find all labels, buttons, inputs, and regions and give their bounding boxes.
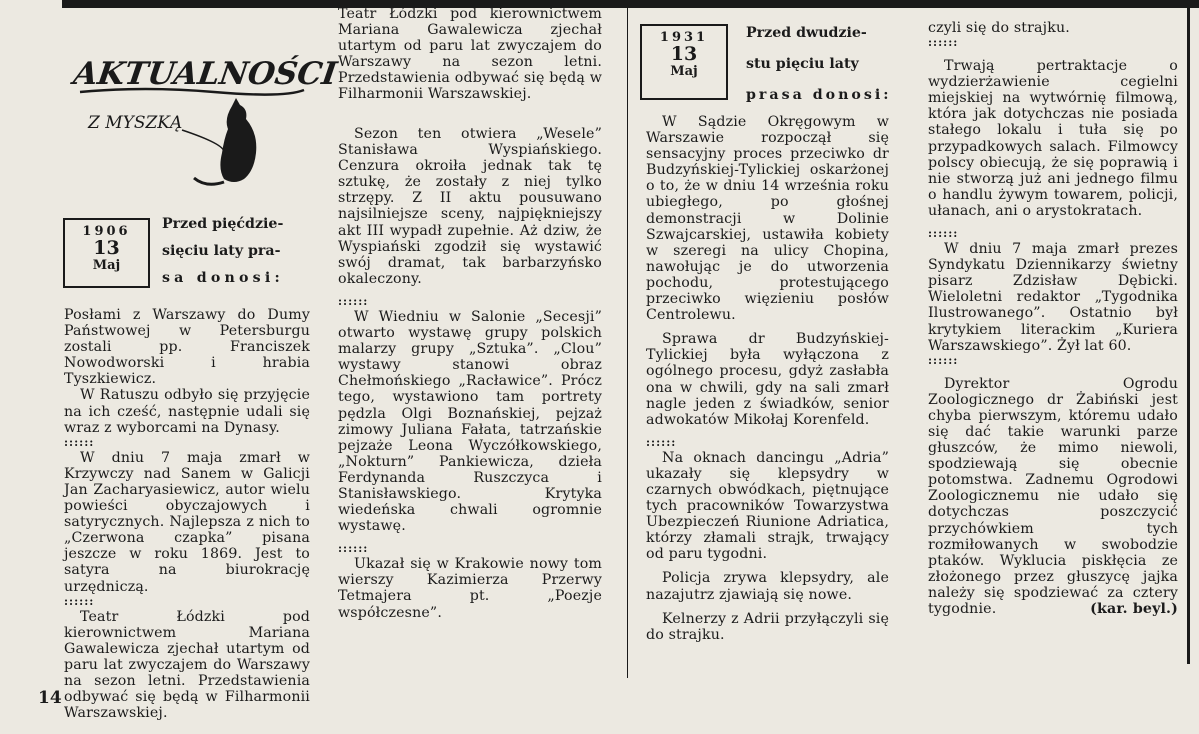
separator: :::::: [64, 594, 95, 608]
paragraph: W Sądzie Okręgowym w Warszawie rozpoczął się sensacyjny proces przeciwko dr Budzyńskiej-Tylickiej oskarżonej o to, że w dniu 14 września roku ubiegłego, po głośnej demonstracji w Dolinie Szwajcarskiej, ustawiła kobiety w szeregi na ulicy Chopina, nawołując je do utworzenia pochodu, protestującego przeciwko więzieniu posłów Centrolewu. [646, 114, 889, 324]
separator: :::::: [338, 294, 369, 308]
kicker-line: stu pięciu laty [746, 56, 859, 72]
column-rule [627, 8, 628, 678]
separator: :::::: [928, 36, 959, 50]
date-day: 13 [670, 43, 698, 65]
date-year: 1931 [659, 30, 709, 45]
kicker-line: sięciu laty pra- [162, 243, 281, 259]
date-year: 1906 [82, 224, 131, 239]
paragraph [928, 376, 1178, 617]
article-column-3 [646, 114, 889, 643]
paragraph: Policja zrywa klepsydry, ale nazajutrz zjawiają się nowe. [646, 570, 889, 603]
page-number: 14 [38, 688, 62, 708]
date-box-1906 [63, 218, 150, 288]
logo-subtitle: Z MYSZKĄ [88, 113, 183, 133]
author-signature: (kar. beyl.) [1090, 601, 1178, 617]
kicker-line: Przed dwudzie- [746, 25, 867, 41]
cat-icon [194, 98, 256, 184]
article-column-4 [928, 20, 1178, 617]
paragraph: W dniu 7 maja zmarł w Krzywczy nad Sanem w Galicji Jan Zacharyasiewicz, autor wielu powieści obyczajowych i satyrycznych. Najlepsza z nich to „Czerwona czapka” pisana jeszcze w roku 1869. Jest to satyra na biurokrację urzędniczą. [64, 449, 310, 595]
kicker-line: Przed pięćdzie- [162, 216, 284, 232]
paragraph-text: Dyrektor Ogrodu Zoologicznego dr Żabiński jest chyba pierwszym, któremu udało się dać takie warunki parze głuszców, że mimo niewoli, spodziewają się obecnie potomstwa. Zadnemu Ogrodowi Zoologicznemu nie udało się dotychczas poszczycić przychówkiem tych rozmiłowanych w swobodzie ptaków. Wyklucia piskłęcia ze złożonego przez głuszycę jajka należy się spodziewać za cztery tygodnie. [928, 375, 1178, 617]
paragraph: Kelnerzy z Adrii przyłączyli się do strajku. [646, 610, 889, 643]
paragraph: Ukazał się w Krakowie nowy tom wierszy Kazimierza Przerwy Tetmajera pt. „Poezje współczesne”. [338, 556, 602, 621]
paragraph-continued: czyli się do strajku. [928, 20, 1070, 36]
paragraph: Sprawa dr Budzyńskiej-Tylickiej była wyłączona z ogólnego procesu, gdyż zasłabła ona w chwili, gdy na sali zmarł nagle jeden z świadków, senior adwokatów Mikołaj Korenfeld. [646, 331, 889, 428]
separator: :::::: [64, 435, 95, 449]
article-column-1 [64, 307, 310, 722]
paragraph: Posłami z Warszawy do Dumy Państwowej w Petersburgu zostali pp. Franciszek Nowodworski i hrabia Tyszkiewicz. [64, 307, 310, 388]
top-border [62, 0, 1199, 8]
section-logo [71, 44, 340, 194]
logo-title: AKTUALNOŚCI [71, 56, 340, 92]
separator: :::::: [338, 542, 369, 556]
kicker-1906 [162, 211, 308, 292]
column-rule [62, 0, 64, 8]
date-month: Maj [92, 258, 121, 273]
paragraph: Sezon ten otwiera „Wesele” Stanisława Wyspiańskiego. Cenzura okroiła jednak tak tę sztukę, że zostały z niej tylko strzępy. Z II aktu pousuwano najsilniejsze sceny, najpiękniejszy akt III wypadł zupełnie. Aż dziw, że Wyspiański zgodził się wystawić swój dramat, tak barbarzyńsko okaleczony. [338, 126, 602, 287]
kicker-1931 [746, 18, 892, 111]
separator: :::::: [928, 353, 959, 367]
paragraph: W Ratuszu odbyło się przyjęcie na ich cześć, następnie udali się wraz z wyborcami na Dynasy. [64, 387, 310, 436]
date-day: 13 [93, 237, 120, 259]
separator: :::::: [646, 435, 677, 449]
kicker-line: prasa donosi: [746, 87, 892, 103]
date-month: Maj [670, 64, 698, 79]
paragraph: Na oknach dancingu „Adria” ukazały się klepsydry w czarnych obwódkach, piętnujące tych pracowników Towarzystwa Ubezpieczeń Riunione Adriatica, którzy złamali strajk, trwający od paru tygodni. [646, 449, 889, 563]
paragraph: W Wiedniu w Salonie „Secesji” otwarto wystawę grupy polskich malarzy grupy „Sztuka”. „Clou” wystawy stanowi obraz Chełmońskiego „Racławice”. Prócz tego, wystawiono tam portrety pędzla Olgi Boznańskiej, pejzaż zimowy Juliana Fałata, tatrzańskie pejzaże Leona Wyczółkowskiego, „Nokturn” Pankiewicza, dzieła Ferdynanda Ruszczyca i Stanisławskiego. Krytyka wiedeńska chwali ogromnie wystawę. [338, 308, 602, 535]
separator: :::::: [928, 227, 959, 241]
paragraph: Teatr Łódzki pod kierownictwem Mariana Gawalewicza zjechał utartym od paru lat zwyczajem do Warszawy na sezon letni. Przedstawienia odbywać się będą w Filharmonii Warszawskiej. [64, 608, 310, 722]
paragraph: Trwają pertraktacje o wydzierżawienie cegielni miejskiej na wytwórnię filmową, która jak dotychczas nie posiada stałego lokalu i tuła się po przypadkowych salach. Filmowcy polscy obiecują, że się poprawią i nie stworzą już ani jednego filmu o handlu żywym towarem, policji, ułanach, ani o arystokratach. [928, 58, 1178, 219]
article-column-2 [338, 6, 602, 621]
paragraph: W dniu 7 maja zmarł prezes Syndykatu Dziennikarzy świetny pisarz Zdzisław Dębicki. Wieloletni redaktor „Tygodnika Ilustrowanego”. Ostatnio był krytykiem literackim „Kuriera Warszawskiego”. Żył lat 60. [928, 241, 1178, 354]
kicker-line: sa donosi: [162, 270, 284, 286]
column-rule [1187, 8, 1190, 664]
paragraph-continued: Teatr Łódzki pod kierownictwem Mariana Gawalewicza zjechał utartym od paru lat zwyczajem do Warszawy na sezon letni. Przedstawienia odbywać się będą w Filharmonii Warszawskiej. [338, 6, 602, 103]
date-box-1931 [640, 24, 728, 100]
